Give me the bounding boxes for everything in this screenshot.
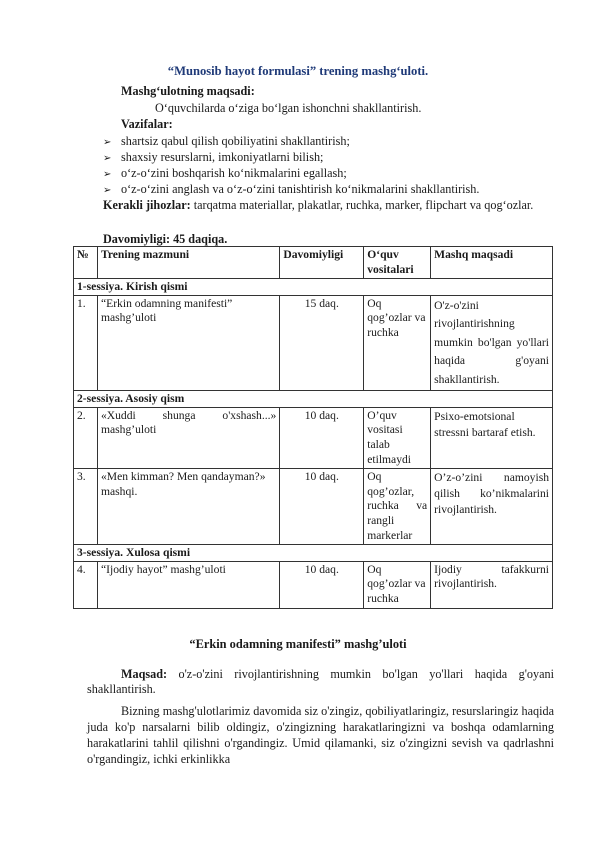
section-heading: “Erkin odamning manifesti” mashg’uloti bbox=[189, 637, 407, 651]
arrow-bullet-icon: ➢ bbox=[103, 169, 112, 180]
task-item: ➢ o‘z-o‘zini boshqarish ko‘nikmalarini egallash; bbox=[103, 166, 347, 180]
cell-goal: O'z-o'zini rivojlantirishning mumkin bo'lgan yo'llari haqida g'oyani shakllantirish. bbox=[431, 295, 553, 391]
training-table bbox=[73, 246, 553, 609]
goal-text: O‘quvchilarda o‘ziga bo‘lgan ishonchni shakllantirish. bbox=[155, 101, 422, 115]
cell-goal: Psixo-emotsional stressni bartaraf etish. bbox=[431, 407, 553, 468]
session-title: 1-sessiya. Kirish qismi bbox=[74, 279, 553, 296]
header-content: Trening mazmuni bbox=[97, 247, 279, 279]
cell-goal: Ijodiy tafakkurni rivojlantirish. bbox=[431, 561, 553, 608]
cell-goal: O’z-o’zini namoyish qilish ko’nikmalarini rivojlantirish. bbox=[431, 469, 553, 545]
equipment-paragraph bbox=[103, 198, 554, 213]
session-row bbox=[74, 391, 553, 408]
table-row bbox=[74, 469, 553, 545]
arrow-bullet-icon: ➢ bbox=[103, 137, 112, 148]
cell-duration: 10 daq. bbox=[280, 561, 364, 608]
cell-tools: Oq qog’ozlar, ruchka va rangli markerlar bbox=[364, 469, 431, 545]
cell-duration: 15 daq. bbox=[280, 295, 364, 391]
purpose-paragraph bbox=[87, 667, 554, 697]
cell-num: 1. bbox=[74, 295, 98, 391]
session-row bbox=[74, 279, 553, 296]
table-row bbox=[74, 295, 553, 391]
session-title: 3-sessiya. Xulosa qismi bbox=[74, 545, 553, 562]
session-row bbox=[74, 545, 553, 562]
arrow-bullet-icon: ➢ bbox=[103, 185, 112, 196]
purpose-label: Maqsad: bbox=[121, 667, 168, 681]
cell-num: 3. bbox=[74, 469, 98, 545]
cell-num: 2. bbox=[74, 407, 98, 468]
arrow-bullet-icon: ➢ bbox=[103, 153, 112, 164]
cell-content: “Erkin odamning manifesti” mashg’uloti bbox=[97, 295, 279, 391]
document-title: “Munosib hayot formulasi” trening mashg‘uloti. bbox=[167, 64, 429, 78]
cell-content: «Xuddi shunga o'xshash...» mashg’uloti bbox=[97, 407, 279, 468]
equipment-label: Kerakli jihozlar: bbox=[103, 198, 191, 212]
table-row bbox=[74, 561, 553, 608]
cell-content: «Men kimman? Men qandayman?» mashqi. bbox=[97, 469, 279, 545]
header-num: № bbox=[74, 247, 98, 279]
task-item: ➢ o‘z-o‘zini anglash va o‘z-o‘zini tanishtirish ko‘nikmalarini shakllantirish. bbox=[103, 182, 480, 196]
table-row bbox=[74, 407, 553, 468]
cell-num: 4. bbox=[74, 561, 98, 608]
cell-tools: O’quv vositasi talab etilmaydi bbox=[364, 407, 431, 468]
task-item: ➢ shartsiz qabul qilish qobiliyatini shakllantirish; bbox=[103, 134, 350, 148]
cell-tools: Oq qog’ozlar va ruchka bbox=[364, 295, 431, 391]
table-header-row bbox=[74, 247, 553, 279]
equipment-text: tarqatma materiallar, plakatlar, ruchka, marker, flipchart va qog‘ozlar. bbox=[193, 198, 534, 212]
cell-tools: Oq qog’ozlar va ruchka bbox=[364, 561, 431, 608]
session-title: 2-sessiya. Asosiy qism bbox=[74, 391, 553, 408]
header-tools: O‘quv vositalari bbox=[364, 247, 431, 279]
tasks-label: Vazifalar: bbox=[121, 117, 173, 131]
cell-duration: 10 daq. bbox=[280, 469, 364, 545]
cell-duration: 10 daq. bbox=[280, 407, 364, 468]
header-goal: Mashq maqsadi bbox=[431, 247, 553, 279]
body-paragraph: Bizning mashg'ulotlarimiz davomida siz o'zingiz, qobiliyatlaringiz, resurslaringiz haqida juda ko'p narsalarni bilib oldingiz, o'zingizning harakatlaringizni va boshqa odamlarning harakatlarini tahlil qilishni o'rgandingiz. Umid qilamanki, siz o'zingizni sevish va qadrlashni o'rgandingiz, ichki erkinlikka bbox=[87, 704, 554, 766]
purpose-text: o'z-o'zini rivojlantirishning mumkin bo'lgan yo'llari haqida g'oyani shakllantirish. bbox=[87, 667, 555, 696]
duration-line: Davomiyligi: 45 daqiqa. bbox=[103, 232, 228, 246]
header-duration: Davomiyligi bbox=[280, 247, 364, 279]
task-item: ➢ shaxsiy resurslarni, imkoniyatlarni bilish; bbox=[103, 150, 324, 164]
goal-label: Mashg‘ulotning maqsadi: bbox=[121, 84, 255, 98]
cell-content: “Ijodiy hayot” mashg’uloti bbox=[97, 561, 279, 608]
